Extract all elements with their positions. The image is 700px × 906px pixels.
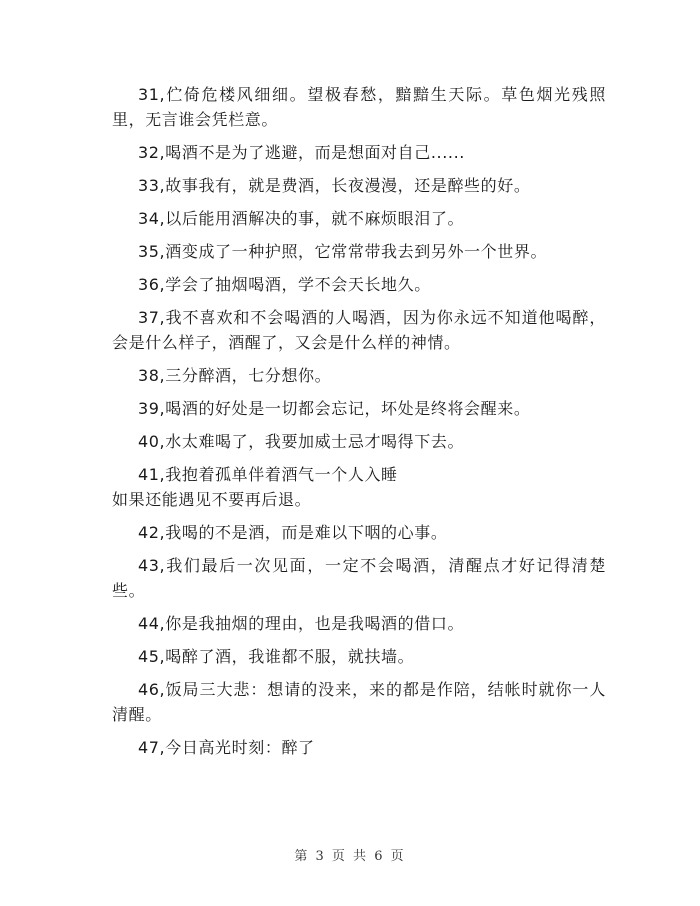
page-number-footer: 第 3 页 共 6 页 bbox=[294, 849, 406, 864]
paragraph-32: 32,喝酒不是为了逃避，而是想面对自己...... bbox=[138, 143, 465, 162]
paragraph-41-continuation: 如果还能遇见不要再后退。 bbox=[112, 490, 312, 509]
paragraph-38: 38,三分醉酒，七分想你。 bbox=[138, 366, 332, 385]
paragraph-44: 44,你是我抽烟的理由，也是我喝酒的借口。 bbox=[138, 614, 465, 633]
paragraph-43: 43,我们最后一次见面，一定不会喝酒，清醒点才好记得清楚些。 bbox=[112, 556, 606, 600]
paragraph-39: 39,喝酒的好处是一切都会忘记，坏处是终将会醒来。 bbox=[138, 399, 531, 418]
paragraph-36: 36,学会了抽烟喝酒，学不会天长地久。 bbox=[138, 275, 431, 294]
paragraph-34: 34,以后能用酒解决的事，就不麻烦眼泪了。 bbox=[138, 209, 465, 228]
paragraph-47: 47,今日高光时刻：醉了 bbox=[138, 738, 315, 757]
paragraph-46: 46,饭局三大悲：想请的没来，来的都是作陪，结帐时就你一人清醒。 bbox=[112, 680, 606, 724]
paragraph-40: 40,水太难喝了，我要加威士忌才喝得下去。 bbox=[138, 432, 465, 451]
paragraph-45: 45,喝醉了酒，我谁都不服，就扶墙。 bbox=[138, 647, 415, 666]
paragraph-37: 37,我不喜欢和不会喝酒的人喝酒，因为你永远不知道他喝醉，会是什么样子，酒醒了，又会是什么样的神情。 bbox=[112, 308, 606, 352]
paragraph-41: 41,我抱着孤单伴着酒气一个人入睡 bbox=[138, 465, 398, 484]
document-body bbox=[112, 82, 606, 768]
paragraph-42: 42,我喝的不是酒，而是难以下咽的心事。 bbox=[138, 523, 448, 542]
paragraph-35: 35,酒变成了一种护照，它常常带我去到另外一个世界。 bbox=[138, 242, 548, 261]
paragraph-33: 33,故事我有，就是费酒，长夜漫漫，还是醉些的好。 bbox=[138, 176, 531, 195]
paragraph-31: 31,伫倚危楼风细细。望极春愁，黯黯生天际。草色烟光残照里，无言谁会凭栏意。 bbox=[112, 85, 606, 129]
